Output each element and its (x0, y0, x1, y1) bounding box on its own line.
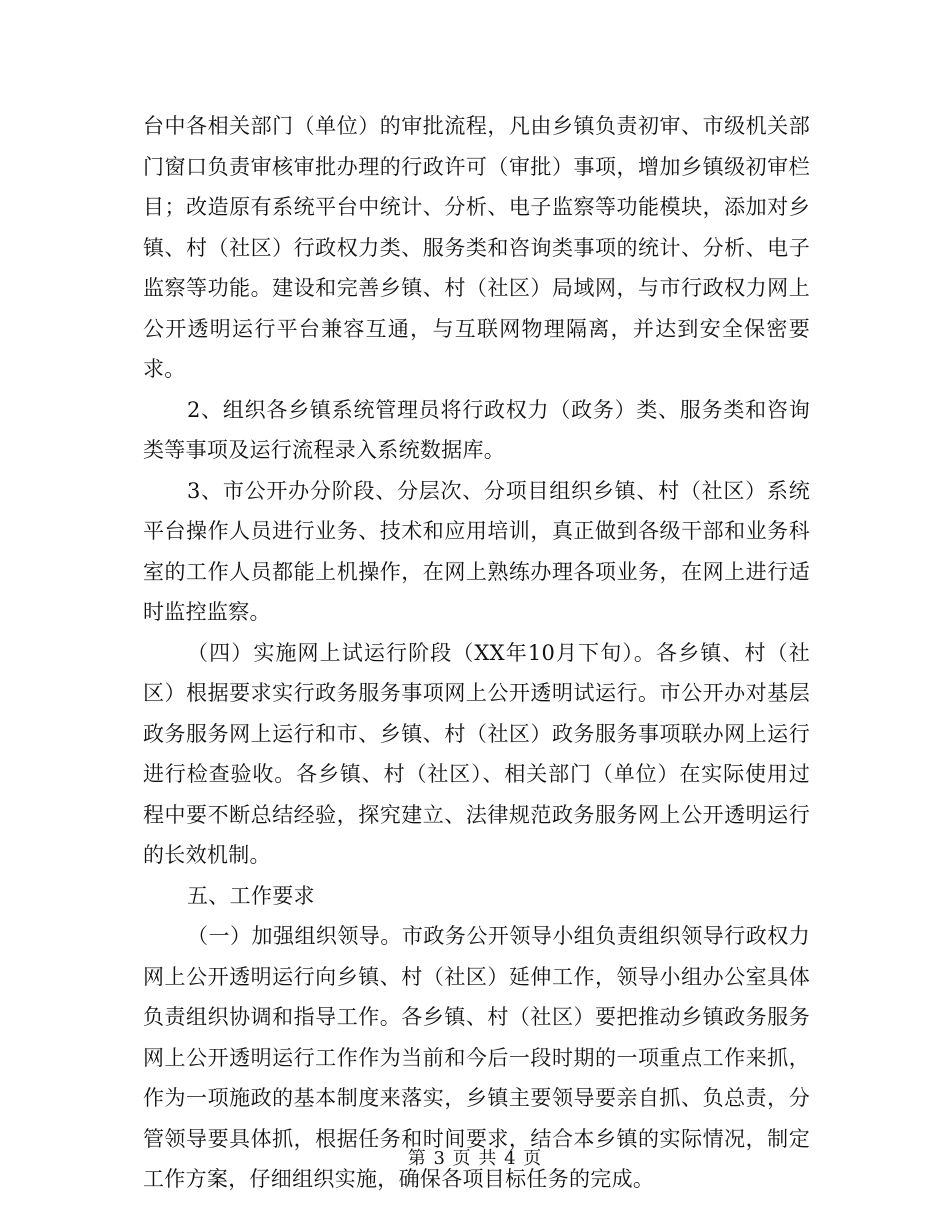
paragraph-item-3: 3、市公开办分阶段、分层次、分项目组织乡镇、村（社区）系统平台操作人员进行业务、技术和应用培训，真正做到各级干部和业务科室的工作人员都能上机操作，在网上熟练办理各项业务，在网上进行适时监控监察。 (143, 478, 810, 624)
page-footer: 第 3 页 共 4 页 (407, 1148, 543, 1169)
paragraph-continuation: 台中各相关部门（单位）的审批流程，凡由乡镇负责初审、市级机关部门窗口负责审核审批办理的行政许可（审批）事项，增加乡镇级初审栏目；改造原有系统平台中统计、分析、电子监察等功能模块，添加对乡镇、村（社区）行政权力类、服务类和咨询类事项的统计、分析、电子监察等功能。建设和完善乡镇、村（社区）局域网，与市行政权力网上公开透明运行平台兼容互通，与互联网物理隔离，并达到安全保密要求。 (143, 114, 810, 381)
section-heading-work-requirements: 五、工作要求 (187, 883, 315, 908)
paragraph-organization-leadership: （一）加强组织领导。市政务公开领导小组负责组织领导行政权力网上公开透明运行向乡镇、村（社区）延伸工作，领导小组办公室具体负责组织协调和指导工作。各乡镇、村（社区）要把推动乡镇政务服务网上公开透明运行工作作为当前和今后一段时期的一项重点工作来抓，作为一项施政的基本制度来落实，乡镇主要领导要亲自抓、负总责，分管领导要具体抓，根据任务和时间要求，结合本乡镇的实际情况，制定工作方案，仔细组织实施，确保各项目标任务的完成。 (143, 924, 810, 1191)
paragraph-section-4: （四）实施网上试运行阶段（XX年10月下旬）。各乡镇、村（社区）根据要求实行政务服务事项网上公开透明试运行。市公开办对基层政务服务网上运行和市、乡镇、村（社区）政务服务事项联办网上运行进行检查验收。各乡镇、村（社区）、相关部门（单位）在实际使用过程中要不断总结经验，探究建立、法律规范政务服务网上公开透明运行的长效机制。 (143, 640, 810, 867)
paragraph-item-2: 2、组织各乡镇系统管理员将行政权力（政务）类、服务类和咨询类等事项及运行流程录入系统数据库。 (143, 397, 810, 462)
document-body (143, 106, 810, 1200)
